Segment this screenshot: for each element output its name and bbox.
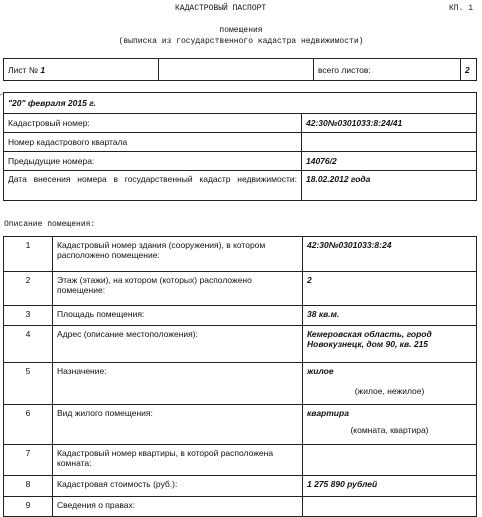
item-label-9: Сведения о правах: xyxy=(53,497,303,517)
summary-value-1 xyxy=(302,133,477,152)
total-label: всего листов: xyxy=(314,59,461,81)
item-num-2: 2 xyxy=(4,272,53,306)
summary-label-3-text: Дата внесения номера в государственный кадастр недвижимости: xyxy=(8,174,297,184)
item-value-4: Кемеровская область, город Новокузнецк, дом 90, кв. 215 xyxy=(303,326,477,363)
item-value-cell-6 xyxy=(303,405,477,445)
sheet-label: Лист № xyxy=(8,64,38,75)
item-value-2: 2 xyxy=(303,272,477,306)
item-label-2: Этаж (этажи), на котором (которых) расположено помещение: xyxy=(53,272,303,306)
item-value-cell-5 xyxy=(303,363,477,405)
summary-table xyxy=(3,92,477,201)
item-value-3: 38 кв.м. xyxy=(303,306,477,326)
item-label-7: Кадастровый номер квартиры, в которой расположена комната: xyxy=(53,445,303,476)
item-label-8: Кадастровая стоимость (руб.): xyxy=(53,476,303,497)
summary-label-2: Предыдущие номера: xyxy=(4,152,302,171)
item-label-1: Кадастровый номер здания (сооружения), в котором расположено помещение: xyxy=(53,237,303,272)
item-label-4: Адрес (описание местоположения): xyxy=(53,326,303,363)
issue-date: "20" февраля 2015 г. xyxy=(4,93,477,114)
item-value-9 xyxy=(303,497,477,517)
item-value-7 xyxy=(303,445,477,476)
object-type: помещения xyxy=(219,26,263,35)
item-num-8: 8 xyxy=(4,476,53,497)
summary-value-3: 18.02.2012 года xyxy=(302,171,477,201)
item-value-8: 1 275 890 рублей xyxy=(303,476,477,497)
summary-value-0: 42:30№0301033:8:24/41 xyxy=(302,114,477,133)
item-num-4: 4 xyxy=(4,326,53,363)
sheet-table xyxy=(3,58,477,81)
anchor-mark: ⌐ xyxy=(0,92,4,98)
item-hint-6: (комната, квартира) xyxy=(350,425,429,435)
item-num-1: 1 xyxy=(4,237,53,272)
subtitle: (выписка из государственного кадастра недвижимости) xyxy=(118,37,364,46)
item-num-3: 3 xyxy=(4,306,53,326)
item-num-6: 6 xyxy=(4,405,53,445)
summary-label-3 xyxy=(4,171,302,201)
item-hint-5: (жилое, нежилое) xyxy=(354,386,425,396)
item-value-5: жилое xyxy=(307,366,334,376)
item-value-6: квартира xyxy=(307,408,349,418)
summary-label-1: Номер кадастрового квартала xyxy=(4,133,302,152)
form-code: КП. 1 xyxy=(449,4,474,13)
item-value-1: 42:30№0301033:8:24 xyxy=(303,237,477,272)
item-label-5: Назначение: xyxy=(53,363,303,405)
item-num-9: 9 xyxy=(4,497,53,517)
sheet-number: 1 xyxy=(40,64,46,75)
item-label-3: Площадь помещения: xyxy=(53,306,303,326)
description-table xyxy=(3,236,477,517)
item-num-7: 7 xyxy=(4,445,53,476)
summary-label-0: Кадастровый номер: xyxy=(4,114,302,133)
total-value: 2 xyxy=(461,59,477,81)
empty-cell xyxy=(159,59,314,81)
item-label-6: Вид жилого помещения: xyxy=(53,405,303,445)
summary-value-2: 14076/2 xyxy=(302,152,477,171)
description-title: Описание помещения: xyxy=(4,220,96,229)
form-title: КАДАСТРОВЫЙ ПАСПОРТ xyxy=(175,4,267,13)
item-num-5: 5 xyxy=(4,363,53,405)
sheet-cell xyxy=(4,59,159,81)
